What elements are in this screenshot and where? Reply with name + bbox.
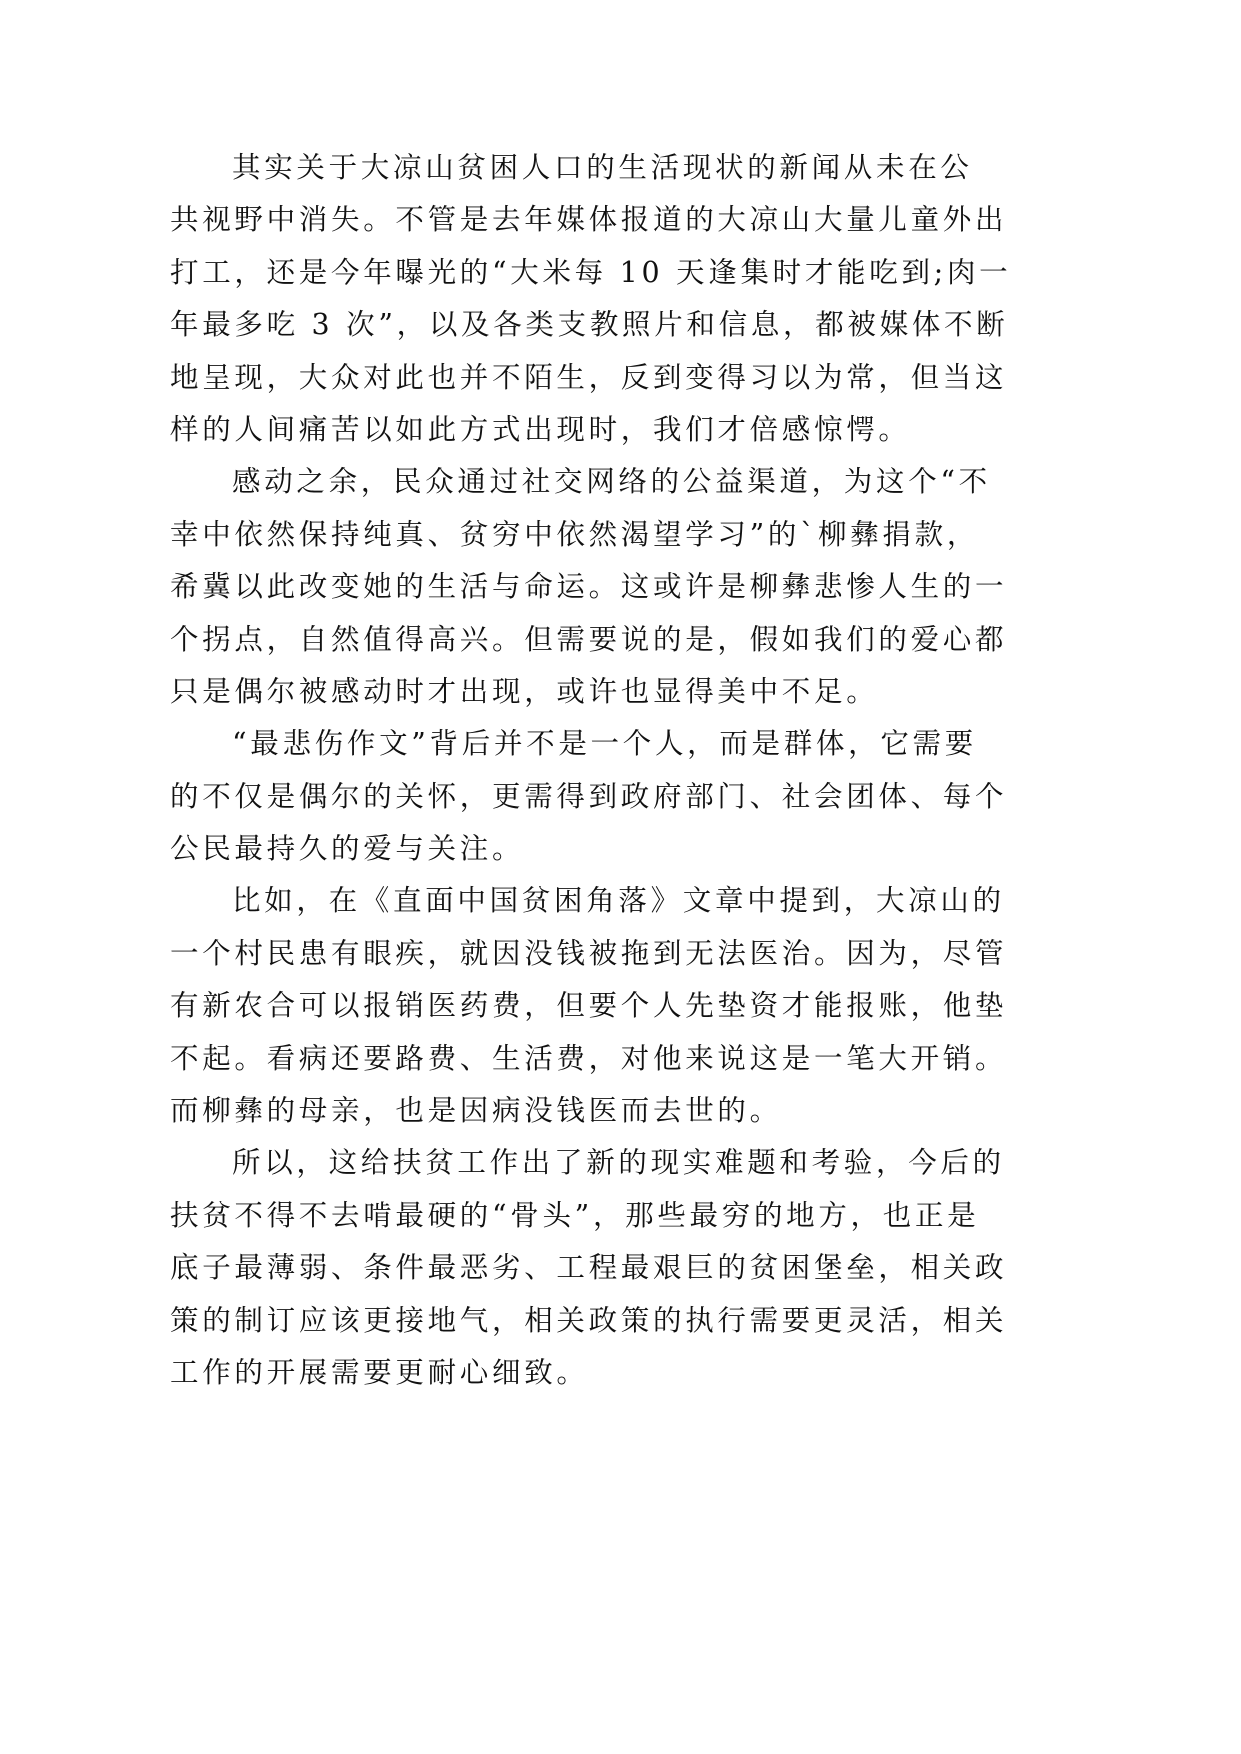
paragraph-line: 不起。看病还要路费、生活费，对他来说这是一笔大开销。 [170, 1041, 1008, 1075]
paragraph-line: “最悲伤作文”背后并不是一个人，而是群体，它需要 [232, 727, 977, 761]
paragraph-3 [170, 718, 1008, 875]
paragraph-line: 比如，在《直面中国贫困角落》文章中提到，大凉山的 [232, 884, 1005, 918]
paragraph-line: 扶贫不得不去啃最硬的“骨头”，那些最穷的地方，也正是 [170, 1198, 980, 1232]
paragraph-line: 共视野中消失。不管是去年媒体报道的大凉山大量儿童外出 [170, 203, 1008, 237]
paragraph-line: 地呈现，大众对此也并不陌生，反到变得习以为常，但当这 [170, 360, 1008, 394]
paragraph-line: 有新农合可以报销医药费，但要个人先垫资才能报账，他垫 [170, 989, 1008, 1023]
paragraph-line: 打工，还是今年曝光的“大米每 10 天逢集时才能吃到;肉一 [170, 255, 1012, 289]
paragraph-line: 感动之余，民众通过社交网络的公益渠道，为这个“不 [232, 465, 991, 499]
paragraph-line: 工作的开展需要更耐心细致。 [170, 1355, 589, 1389]
paragraph-line: 其实关于大凉山贫困人口的生活现状的新闻从未在公 [232, 151, 973, 184]
paragraph-line: 一个村民患有眼疾，就因没钱被拖到无法医治。因为，尽管 [170, 936, 1008, 970]
paragraph-line: 只是偶尔被感动时才出现，或许也显得美中不足。 [170, 674, 879, 708]
paragraph-1 [170, 142, 1012, 456]
document-body [170, 142, 1012, 1399]
paragraph-line: 公民最持久的爱与关注。 [170, 832, 525, 866]
paragraph-line: 所以，这给扶贫工作出了新的现实难题和考验，今后的 [232, 1146, 1005, 1180]
paragraph-line: 策的制订应该更接地气，相关政策的执行需要更灵活，相关 [170, 1303, 1008, 1337]
paragraph-2 [170, 456, 1008, 718]
paragraph-5 [170, 1137, 1008, 1399]
paragraph-line: 而柳彝的母亲，也是因病没钱医而去世的。 [170, 1094, 782, 1128]
paragraph-line: 希冀以此改变她的生活与命运。这或许是柳彝悲惨人生的一 [170, 570, 1008, 604]
paragraph-line: 年最多吃 3 次”，以及各类支教照片和信息，都被媒体不断 [170, 308, 1009, 342]
paragraph-4 [170, 875, 1008, 1137]
paragraph-line: 样的人间痛苦以如此方式出现时，我们才倍感惊愕。 [170, 412, 911, 446]
paragraph-line: 个拐点，自然值得高兴。但需要说的是，假如我们的爱心都 [170, 622, 1008, 656]
paragraph-line: 幸中依然保持纯真、贫穷中依然渴望学习”的`柳彝捐款， [170, 517, 980, 551]
paragraph-line: 底子最薄弱、条件最恶劣、工程最艰巨的贫困堡垒，相关政 [170, 1251, 1008, 1285]
paragraph-line: 的不仅是偶尔的关怀，更需得到政府部门、社会团体、每个 [170, 779, 1008, 813]
